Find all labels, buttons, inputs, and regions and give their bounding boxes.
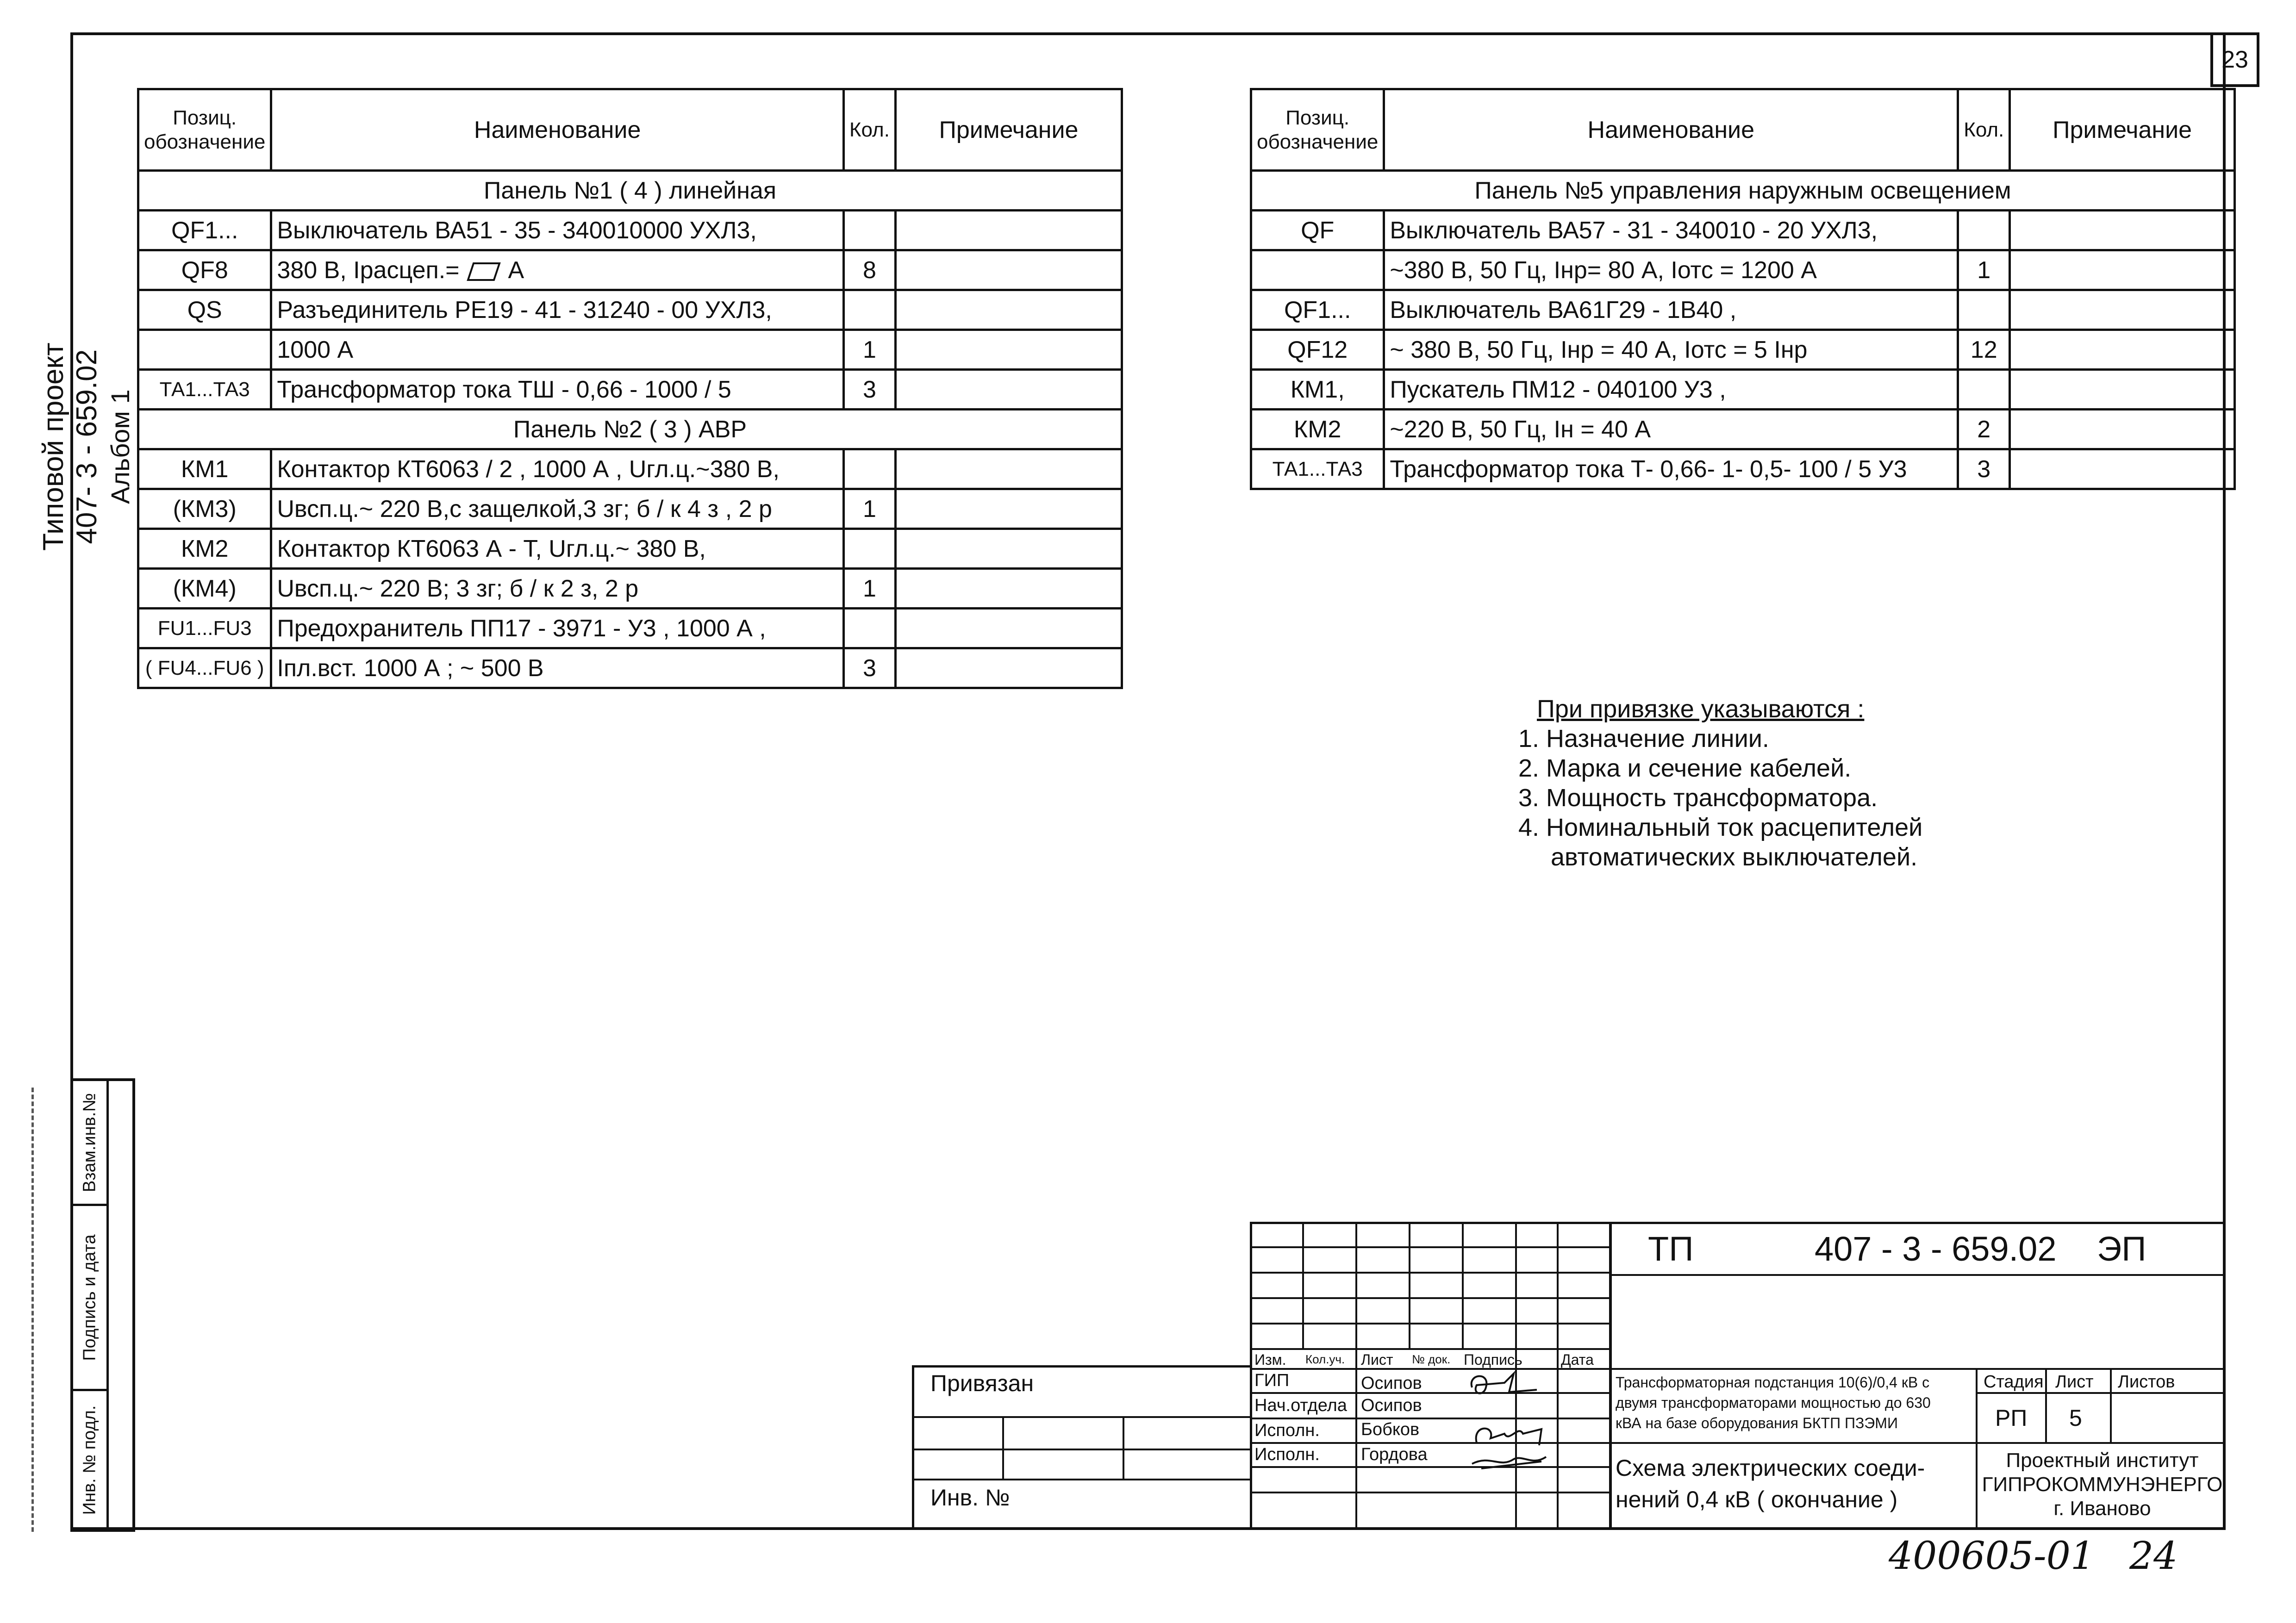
table-row: КМ2 Контактор КТ6063 А - Т, Uгл.ц.~ 380 В,: [138, 529, 1122, 569]
header-note: Примечание: [895, 89, 1122, 171]
table-row: КМ2 ~220 В, 50 Гц, Iн = 40 А 2: [1251, 410, 2235, 449]
role-exec1-name: Бобков: [1361, 1420, 1420, 1439]
table-row: 1000 А 1: [138, 330, 1122, 370]
handwritten-page: 24: [2129, 1534, 2178, 1578]
note-item: 1. Назначение линии.: [1518, 725, 1769, 752]
binding-block: [912, 1365, 1250, 1530]
hdr-ndok: № док.: [1412, 1352, 1451, 1366]
blank-value-box-icon: [466, 261, 501, 282]
organization: Проектный институт ГИПРОКОММУНЭНЕРГО г. Иваново: [1982, 1449, 2223, 1520]
header-name: Наименование: [271, 89, 844, 171]
doc-code-tp: ТП: [1648, 1230, 1694, 1268]
inv-number-label: Инв. №: [930, 1485, 1010, 1511]
table-row: ( FU4...FU6 ) Iпл.вст. 1000 А ; ~ 500 В 3: [138, 648, 1122, 688]
sheet-header: Лист: [2055, 1372, 2094, 1392]
table-row: QF8 380 В, Iрасцеп.= А 8: [138, 250, 1122, 290]
header-pos: Позиц. обозначение: [138, 89, 271, 171]
section-title: Панель №1 ( 4 ) линейная: [138, 171, 1122, 211]
signatures-icon: [1463, 1369, 1555, 1475]
stage-header: Стадия: [1984, 1372, 2044, 1392]
object-title: Трансформаторная подстанция 10(6)/0,4 кВ с двумя трансформаторами мощностью до 630 кВА на базе оборудования БКТП ПЗЭМИ: [1616, 1374, 1931, 1431]
table-row: QS Разъединитель РЕ19 - 41 - 31240 - 00 УХЛ3,: [138, 290, 1122, 330]
note-item: 3. Мощность трансформатора.: [1518, 784, 1878, 812]
sheet-value: 5: [2069, 1405, 2082, 1431]
note-item: 4. Номинальный ток расцепителей: [1518, 814, 1923, 841]
hdr-data: Дата: [1561, 1351, 1594, 1368]
table-row: КМ1, Пускатель ПМ12 - 040100 У3 ,: [1251, 370, 2235, 410]
note-item: автоматических выключателей.: [1551, 843, 1918, 871]
page-number: 23: [2210, 32, 2259, 87]
role-exec1: Исполн.: [1254, 1421, 1320, 1440]
side-cell-signature: Подпись и дата: [73, 1206, 106, 1391]
doc-code-ep: ЭП: [2097, 1230, 2146, 1268]
table-row: ТА1...ТА3 Трансформатор тока Т- 0,66- 1- 0,5- 100 / 5 У3 3: [1251, 449, 2235, 489]
role-head-name: Осипов: [1361, 1396, 1422, 1415]
header-note: Примечание: [2010, 89, 2235, 171]
drawing-title: Схема электрических соеди- нений 0,4 кВ ( окончание ): [1616, 1455, 1925, 1512]
binding-notes: [1518, 694, 1922, 872]
side-title: [37, 342, 137, 551]
notes-heading: При привязке указываются :: [1537, 695, 1865, 723]
table-row: FU1...FU3 Предохранитель ПП17 - 3971 - У3 , 1000 А ,: [138, 609, 1122, 648]
role-gip-name: Осипов: [1361, 1374, 1422, 1393]
section-title: Панель №5 управления наружным освещением: [1251, 171, 2235, 211]
doc-code-number: 407 - 3 - 659.02: [1815, 1230, 2057, 1268]
spec-table-2: [1250, 88, 2236, 490]
note-item: 2. Марка и сечение кабелей.: [1518, 754, 1852, 782]
side-title-line2: 407- 3 - 659.02: [71, 349, 103, 544]
header-name: Наименование: [1384, 89, 1958, 171]
table-row: (КМ4) Uвсп.ц.~ 220 В; 3 зг; б / к 2 з, 2 р 1: [138, 569, 1122, 609]
role-gip: ГИП: [1254, 1371, 1290, 1390]
section-title: Панель №2 ( 3 ) АВР: [138, 410, 1122, 449]
table-row: ТА1...ТА3 Трансформатор тока ТШ - 0,66 - 1000 / 5 3: [138, 370, 1122, 410]
side-cell-vzam: Взам.инв.№: [73, 1081, 106, 1206]
table-row: QF12 ~ 380 В, 50 Гц, Iнр = 40 А, Iотс = 5 Iнр 12: [1251, 330, 2235, 370]
table-row: QF1... Выключатель ВА51 - 35 - 340010000 УХЛ3,: [138, 211, 1122, 250]
role-exec2: Исполн.: [1254, 1445, 1320, 1464]
hdr-list: Лист: [1361, 1351, 1393, 1368]
stage-value: РП: [1995, 1405, 2028, 1431]
header-qty: Кол.: [1958, 89, 2010, 171]
side-title-line3: Альбом 1: [106, 389, 135, 504]
table-row: КМ1 Контактор КТ6063 / 2 , 1000 А , Uгл.ц.~380 В,: [138, 449, 1122, 489]
sheets-header: Листов: [2118, 1372, 2175, 1392]
binding-line: [31, 1088, 34, 1532]
spec-table-1: [137, 88, 1123, 689]
role-head: Нач.отдела: [1254, 1396, 1347, 1415]
hdr-podp: Подпись: [1464, 1351, 1522, 1368]
side-strip: [70, 1078, 135, 1532]
side-cell-inv: Инв. № подл.: [80, 1405, 100, 1515]
title-block: [1250, 1222, 2226, 1530]
hdr-kol: Кол.уч.: [1305, 1352, 1345, 1366]
table-row: QF1... Выключатель ВА61Г29 - 1В40 ,: [1251, 290, 2235, 330]
table-row: (КМ3) Uвсп.ц.~ 220 В,с защелкой,3 зг; б / к 4 з , 2 р 1: [138, 489, 1122, 529]
table-row: ~380 В, 50 Гц, Iнр= 80 А, Iотс = 1200 А 1: [1251, 250, 2235, 290]
hdr-izm: Изм.: [1254, 1351, 1286, 1368]
header-pos: Позиц. обозначение: [1251, 89, 1384, 171]
table-row: QF Выключатель ВА57 - 31 - 340010 - 20 УХЛ3,: [1251, 211, 2235, 250]
privyazan-label: Привязан: [930, 1370, 1034, 1396]
role-exec2-name: Гордова: [1361, 1445, 1428, 1464]
handwritten-inv-number: 400605-01: [1889, 1534, 2095, 1578]
side-title-line1: Типовой проект: [37, 342, 69, 551]
header-qty: Кол.: [843, 89, 895, 171]
